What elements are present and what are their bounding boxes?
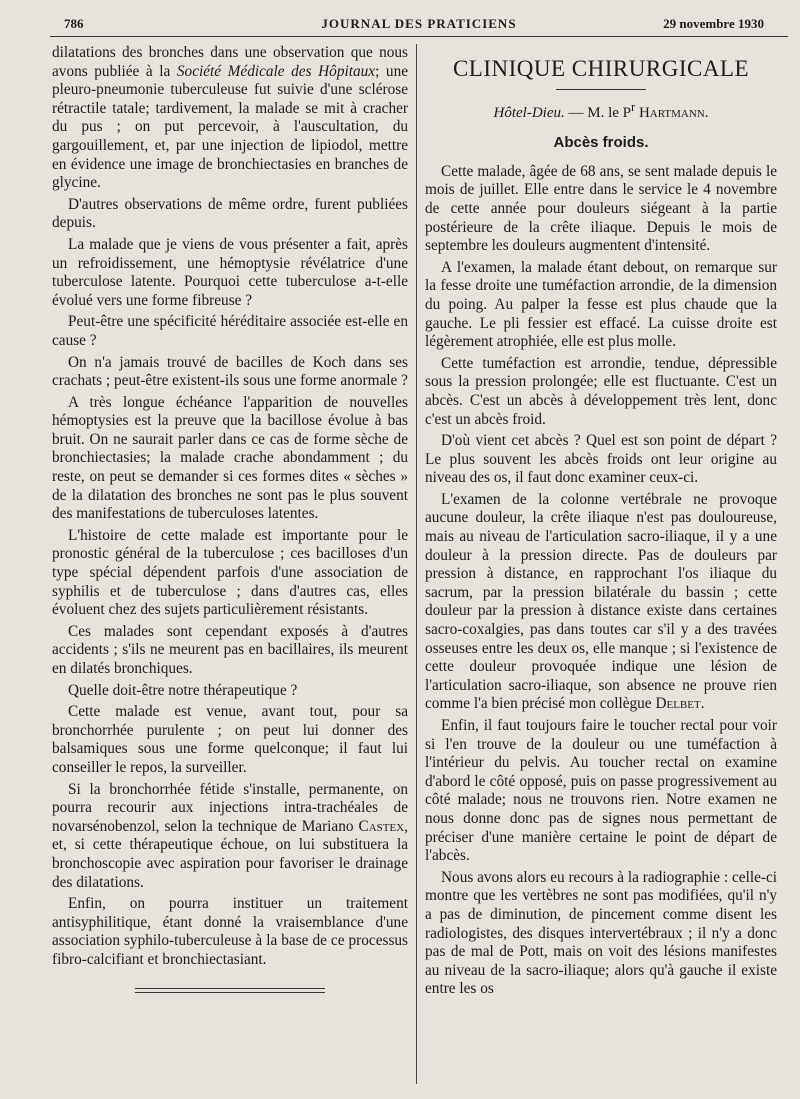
paragraph: L'examen de la colonne vertébrale ne provoque aucune douleur, la crête iliaque n'est pas douloureuse, mais au niveau de l'articulation sacro-iliaque, il y a une douleur à la pression directe. Pas de douleurs par pression à distance, en rapprochant l'os iliaque du sacrum, par la pression bilatérale du bassin ; cette douleur par la pression à distance existe dans certaines sacro-coxalgies, pas dans toutes car s'il y a des travées osseuses entre les deux os, elle manque ; si l'existence de cette douleur provoquée indique une lésion de l'articulation sacro-iliaque, son absence ne prouve rien comme l'a bien précisé mon collègue Delbet.: [425, 490, 777, 713]
paragraph: Si la bronchorrhée fétide s'installe, permanente, on pourra recourir aux injections intra-trachéales de novarsénobenzol, selon la technique de Mariano Castex, et, si cette thérapeutique échoue, on lui substituera la bronchoscopie avec aspiration pour favoriser le drainage des dilatations.: [52, 780, 408, 891]
running-header: [50, 14, 788, 37]
author-name: Castex: [358, 817, 405, 835]
paragraph: Cette malade, âgée de 68 ans, se sent malade depuis le mois de juillet. Elle entre dans le service le 4 novembre de cette année pour douleurs siégeant à la partie postérieure de la crête iliaque. Depuis le mois de septembre les douleurs augmentent d'intensité.: [425, 162, 777, 255]
society-name: Société Médicale des Hôpitaux: [176, 62, 376, 80]
author-name: Delbet: [655, 695, 701, 713]
paragraph: Nous avons alors eu recours à la radiographie : celle-ci montre que les vertèbres ne sont pas modifiées, qu'il n'y a pas de diminution, de pincement comme disent les radiologistes, des disques intervertébraux ; il n'y a donc pas de mal de Pott, mais on voit des lésions manifestes au niveau de la sacro-iliaque; alors qu'à gauche il existe entre les os: [425, 868, 777, 998]
paragraph: Ces malades sont cependant exposés à d'autres accidents ; s'ils ne meurent pas en bacillaires, ils meurent en dilatés bronchiques.: [52, 622, 408, 677]
journal-title: JOURNAL DES PRATICIENS: [321, 16, 517, 31]
paragraph: D'autres observations de même ordre, furent publiées depuis.: [52, 195, 408, 232]
paragraph: Enfin, on pourra instituer un traitement antisyphilitique, étant donné la vraisemblance d'une association syphilo-tuberculeuse à la base de ce processus fibro-calcifiant et bronchiectasiant.: [52, 895, 408, 968]
issue-date: 29 novembre 1930: [663, 16, 764, 31]
hospital-line: Hôtel-Dieu. — M. le $P^r$ Hartmann.: [493, 99, 709, 121]
paragraph: D'où vient cet abcès ? Quel est son point de départ ? Le plus souvent les abcès froids ont leur origine au niveau des os, il faut donc examiner ceux-ci.: [425, 432, 777, 487]
page-number: 786: [64, 16, 84, 31]
paragraph: Quelle doit-être notre thérapeutique ?: [68, 681, 298, 699]
paragraph: L'histoire de cette malade est importante pour le pronostic général de la tuberculose ; ces bacilloses d'un type spécial dépendent parfois d'une association de syphilis et de tuberculose ; dans d'autres cas, elles évoluent chez des sujets particulièrement résistants.: [52, 526, 408, 619]
end-rule: [135, 988, 325, 993]
paragraph: dilatations des bronches dans une observation que nous avons publiée à la Société Médicale des Hôpitaux; une pleuro-pneumonie tuberculeuse fut suivie d'une sclérose rétractile tatale; tardivement, la malade se mit à cracher du pus ; on put percevoir, à l'auscultation, du gargouillement, et, par une injection de lipiodol, mettre en évidence une image de bronchiectasies en branches de glycine.: [52, 44, 409, 192]
paragraph: Enfin, il faut toujours faire le toucher rectal pour voir si l'en trouve de la douleur ou une tuméfaction à l'intérieur du pelvis. Au toucher rectal on examine d'abord le côté opposé, puis on passe progressivement au côté malade; nous ne trouvons rien. Notre examen ne nous donne donc pas de signes nous permettant de préciser d'une manière certaine le point de départ de l'abcès.: [425, 717, 777, 865]
paragraph: Peut-être une spécificité héréditaire associée est-elle en cause ?: [52, 313, 408, 349]
paragraph: A très longue échéance l'apparition de nouvelles hémoptysies est la preuve que la bacillose évolue à bas bruit. On ne saurait parler dans ce cas de forme sèche de bronchiectasies; la malade crache abondamment ; du reste, on peut se demander si ces formes dites « sèches » de la dilatation des bronches ne sont pas le plus souvent des manifestations de tuberculoses latentes.: [52, 393, 408, 523]
paragraph: Cette malade est venue, avant tout, pour sa bronchorrhée purulente ; on peut lui donner des balsamiques sous une forme quelconque; il faut lui conseiller le repos, la surveiller.: [52, 703, 408, 776]
left-column: [52, 44, 408, 996]
article-subhead: Abcès froids.: [553, 134, 649, 152]
section-title: CLINIQUE CHIRURGICALE: [452, 56, 750, 81]
paragraph: A l'examen, la malade étant debout, on remarque sur la fesse droite une tuméfaction arrondie, de la dimension du poing. Au palper la fesse est plus chaude que la gauche. Le pli fessier est effacé. La cuisse droite est légèrement atrophiée, elle est plus molle.: [425, 258, 777, 351]
column-divider: [416, 44, 417, 1084]
title-rule: [556, 89, 646, 90]
paragraph: Cette tuméfaction est arrondie, tendue, dépressible sous la pression prolongée; elle est fluctuante. C'est un abcès. C'est un abcès à développement très lent, donc c'est un abcès froid.: [425, 354, 777, 428]
right-column: [425, 56, 777, 1002]
paragraph: La malade que je viens de vous présenter a fait, après un refroidissement, une hémoptysie révélatrice d'une tuberculose latente. Pourquoi cette tuberculose a-t-elle évolué vers une forme fibreuse ?: [52, 235, 408, 309]
paragraph: On n'a jamais trouvé de bacilles de Koch dans ses crachats ; peut-être existent-ils sous une forme anormale ?: [52, 353, 408, 390]
